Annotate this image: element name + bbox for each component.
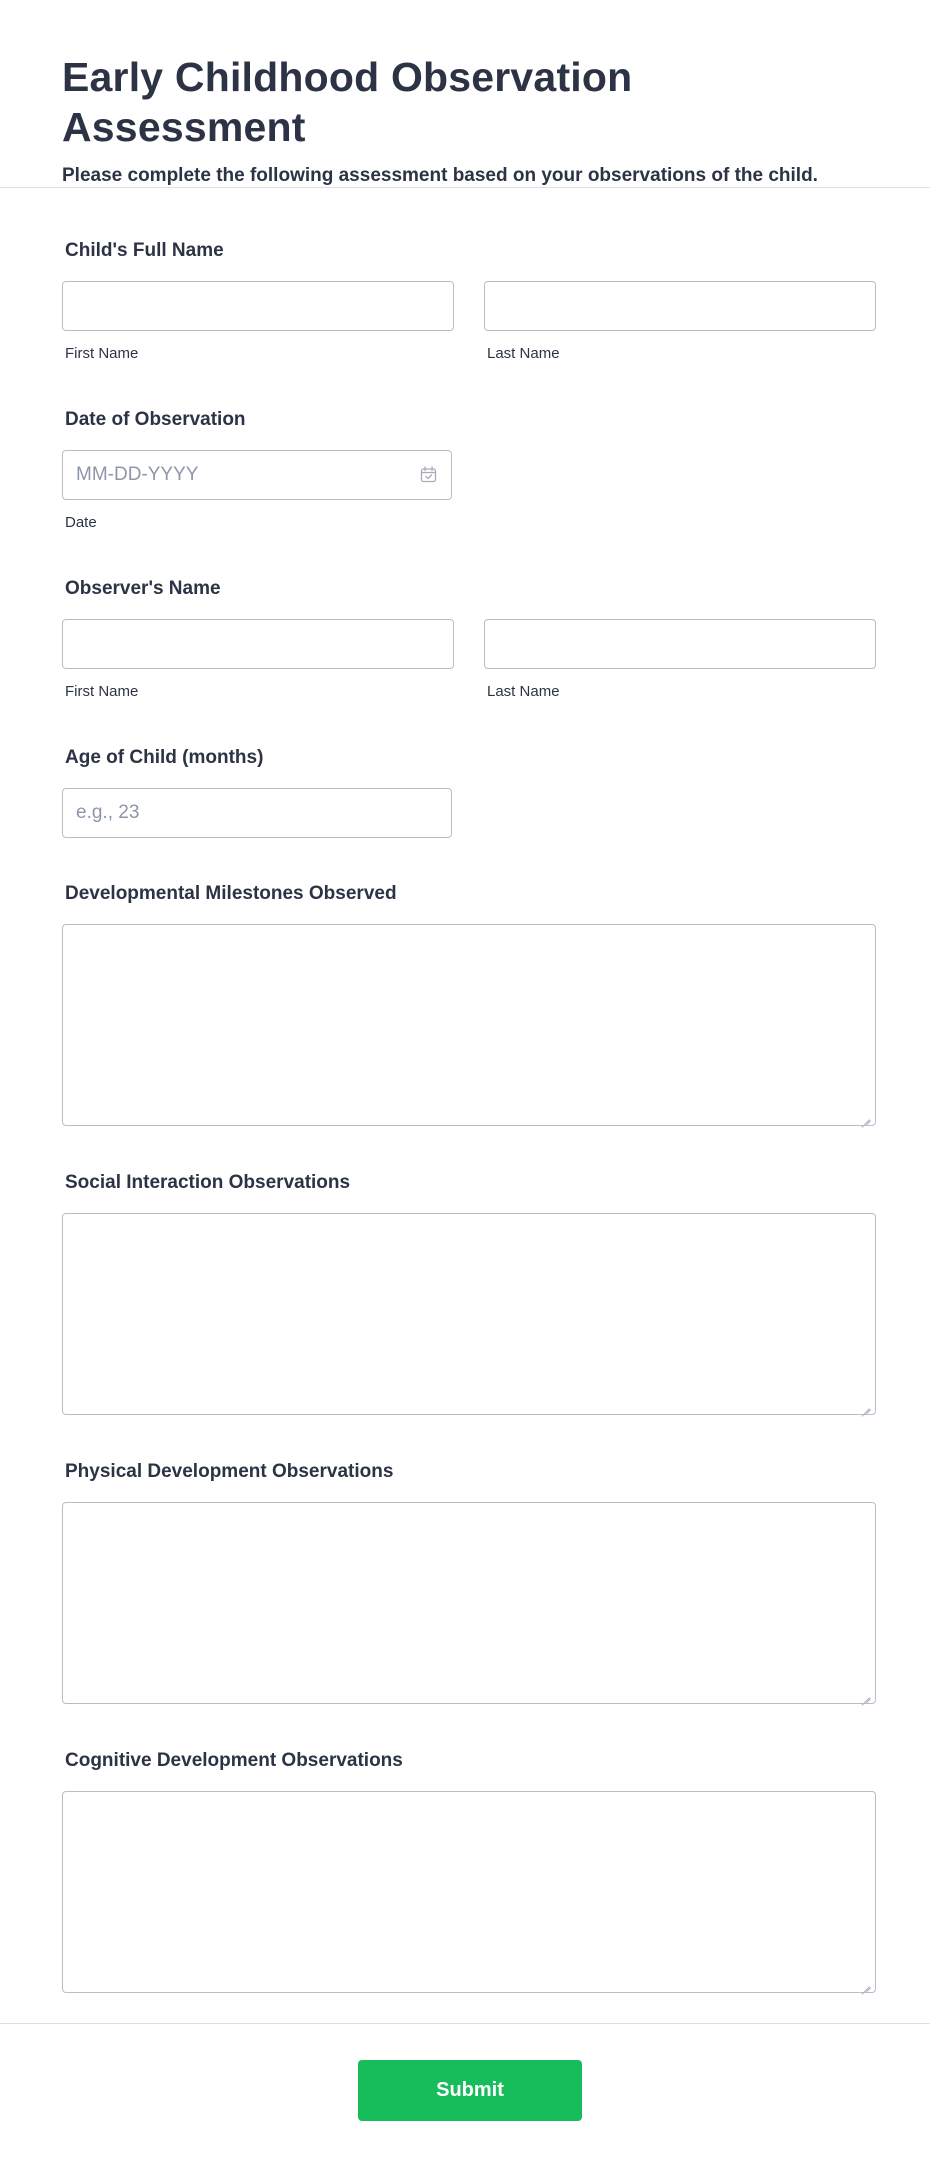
child-age-label: Age of Child (months): [65, 747, 264, 768]
observer-first-name-sublabel: First Name: [65, 683, 139, 700]
observer-last-name-sublabel: Last Name: [487, 683, 560, 700]
observer-last-name-input[interactable]: [484, 619, 876, 669]
physical-resize-handle[interactable]: [860, 1688, 870, 1698]
child-first-name-input[interactable]: [62, 281, 454, 331]
observer-name-label: Observer's Name: [65, 578, 221, 599]
observation-date-input[interactable]: [62, 450, 452, 500]
footer-divider: [0, 2023, 930, 2024]
form-title: Early Childhood Observation Assessment: [62, 54, 633, 150]
observation-date-label: Date of Observation: [65, 409, 246, 430]
milestones-label: Developmental Milestones Observed: [65, 883, 397, 904]
social-textarea[interactable]: [62, 1213, 876, 1415]
social-label: Social Interaction Observations: [65, 1172, 351, 1193]
cognitive-resize-handle[interactable]: [860, 1977, 870, 1987]
observer-first-name-input[interactable]: [62, 619, 454, 669]
form-subtitle: Please complete the following assessment based on your observations of the child.: [62, 165, 818, 186]
observation-date-sublabel: Date: [65, 514, 97, 531]
cognitive-label: Cognitive Development Observations: [65, 1750, 403, 1771]
child-age-input[interactable]: [62, 788, 452, 838]
child-last-name-sublabel: Last Name: [487, 345, 560, 362]
child-first-name-sublabel: First Name: [65, 345, 139, 362]
physical-label: Physical Development Observations: [65, 1461, 394, 1482]
cognitive-textarea[interactable]: [62, 1791, 876, 1993]
social-resize-handle[interactable]: [860, 1399, 870, 1409]
form-header: [0, 0, 930, 188]
calendar-icon[interactable]: [420, 466, 437, 483]
child-name-label: Child's Full Name: [65, 240, 224, 261]
submit-button[interactable]: Submit: [358, 2060, 582, 2121]
milestones-textarea[interactable]: [62, 924, 876, 1126]
child-last-name-input[interactable]: [484, 281, 876, 331]
physical-textarea[interactable]: [62, 1502, 876, 1704]
milestones-resize-handle[interactable]: [860, 1110, 870, 1120]
